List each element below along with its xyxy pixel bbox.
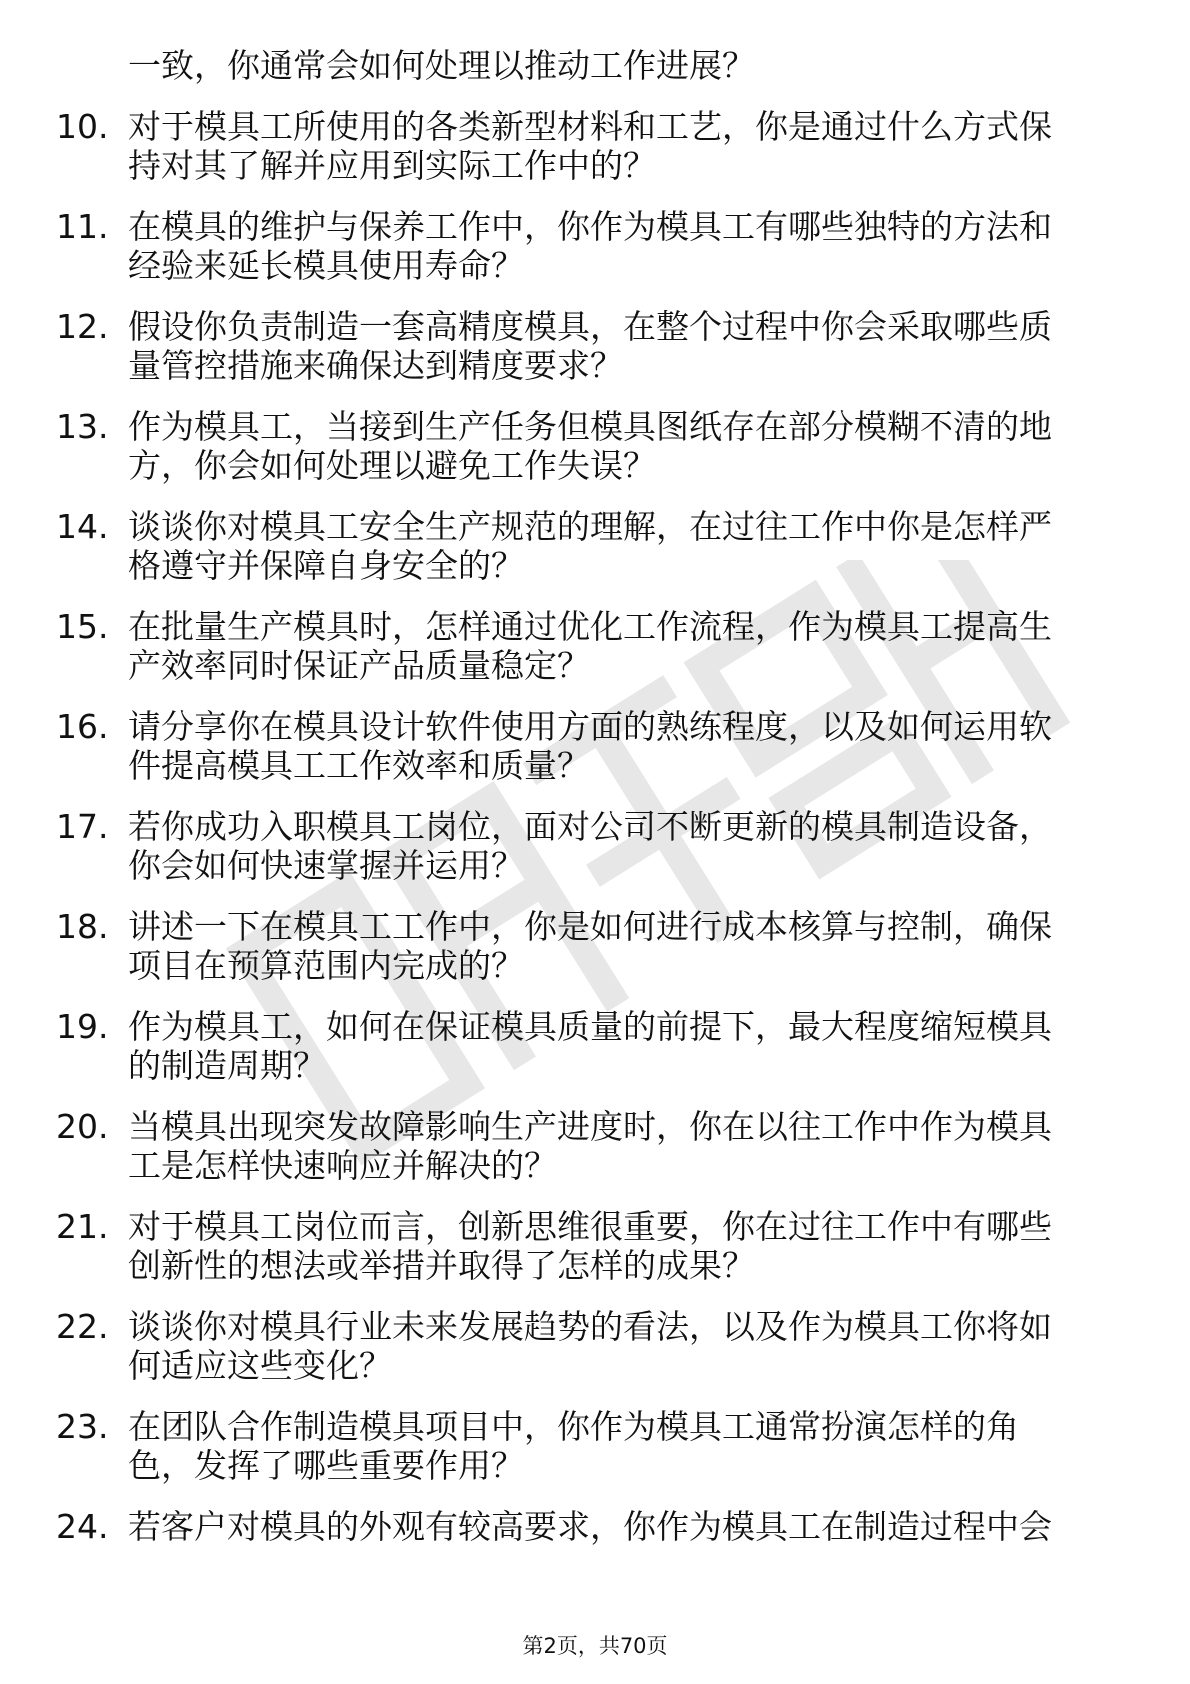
question-number: 17. — [56, 807, 109, 846]
question-item — [56, 907, 1116, 985]
question-item — [56, 507, 1116, 585]
question-text-line: 对于模具工所使用的各类新型材料和工艺，你是通过什么方式保 — [128, 107, 1052, 146]
question-text-line: 在团队合作制造模具项目中，你作为模具工通常扮演怎样的角 — [128, 1407, 1019, 1446]
page-footer: 第2页，共70页 — [522, 1634, 668, 1658]
question-text-line: 当模具出现突发故障影响生产进度时，你在以往工作中作为模具 — [128, 1107, 1052, 1146]
question-text-line: 方，你会如何处理以避免工作失误？ — [128, 446, 656, 485]
question-text-line: 谈谈你对模具工安全生产规范的理解，在过往工作中你是怎样严 — [128, 507, 1052, 546]
question-number: 10. — [56, 107, 109, 146]
question-text-line: 在批量生产模具时，怎样通过优化工作流程，作为模具工提高生 — [128, 607, 1052, 646]
question-number: 22. — [56, 1307, 109, 1346]
question-text-line: 若客户对模具的外观有较高要求，你作为模具工在制造过程中会 — [128, 1507, 1052, 1546]
question-item — [56, 307, 1116, 385]
question-text-line: 色，发挥了哪些重要作用？ — [128, 1446, 524, 1485]
question-number: 13. — [56, 407, 109, 446]
question-item — [56, 607, 1116, 685]
question-text-line: 作为模具工，如何在保证模具质量的前提下，最大程度缩短模具 — [128, 1007, 1052, 1046]
question-text-line: 产效率同时保证产品质量稳定？ — [128, 646, 590, 685]
question-text-line: 项目在预算范围内完成的？ — [128, 946, 524, 985]
question-text-line: 对于模具工岗位而言，创新思维很重要，你在过往工作中有哪些 — [128, 1207, 1052, 1246]
question-number: 20. — [56, 1107, 109, 1146]
question-number: 21. — [56, 1207, 109, 1246]
question-text-line: 工是怎样快速响应并解决的？ — [128, 1146, 557, 1185]
question-item — [56, 1107, 1116, 1185]
question-number: 12. — [56, 307, 109, 346]
question-item — [56, 707, 1116, 785]
question-text-line: 请分享你在模具设计软件使用方面的熟练程度，以及如何运用软 — [128, 707, 1052, 746]
question-text-line: 持对其了解并应用到实际工作中的？ — [128, 146, 656, 185]
question-item — [56, 1507, 1116, 1546]
question-item — [56, 407, 1116, 485]
question-text-line: 作为模具工，当接到生产任务但模具图纸存在部分模糊不清的地 — [128, 407, 1052, 446]
question-text-line: 讲述一下在模具工工作中，你是如何进行成本核算与控制，确保 — [128, 907, 1052, 946]
question-item — [56, 1007, 1116, 1085]
question-number: 15. — [56, 607, 109, 646]
question-number: 11. — [56, 207, 109, 246]
question-list — [56, 46, 1116, 1568]
question-text-line: 你会如何快速掌握并运用？ — [128, 846, 524, 885]
question-text-line: 若你成功入职模具工岗位，面对公司不断更新的模具制造设备， — [128, 807, 1052, 846]
question-item — [56, 207, 1116, 285]
continuation-text: 一致，你通常会如何处理以推动工作进展？ — [128, 46, 755, 85]
question-text-line: 在模具的维护与保养工作中，你作为模具工有哪些独特的方法和 — [128, 207, 1052, 246]
question-text-line: 何适应这些变化？ — [128, 1346, 392, 1385]
question-item — [56, 1407, 1116, 1485]
question-text-line: 经验来延长模具使用寿命？ — [128, 246, 524, 285]
question-number: 23. — [56, 1407, 109, 1446]
question-item — [56, 807, 1116, 885]
question-number: 19. — [56, 1007, 109, 1046]
question-item — [56, 1307, 1116, 1385]
question-text-line: 假设你负责制造一套高精度模具，在整个过程中你会采取哪些质 — [128, 307, 1052, 346]
question-text-line: 量管控措施来确保达到精度要求？ — [128, 346, 623, 385]
question-number: 24. — [56, 1507, 109, 1546]
question-item — [56, 107, 1116, 185]
question-text-line: 的制造周期？ — [128, 1046, 326, 1085]
question-number: 18. — [56, 907, 109, 946]
question-text-line: 格遵守并保障自身安全的？ — [128, 546, 524, 585]
question-text-line: 件提高模具工工作效率和质量？ — [128, 746, 590, 785]
question-number: 14. — [56, 507, 109, 546]
question-text-line: 创新性的想法或举措并取得了怎样的成果？ — [128, 1246, 755, 1285]
question-text-line: 谈谈你对模具行业未来发展趋势的看法，以及作为模具工你将如 — [128, 1307, 1052, 1346]
question-number: 16. — [56, 707, 109, 746]
question-item — [56, 1207, 1116, 1285]
